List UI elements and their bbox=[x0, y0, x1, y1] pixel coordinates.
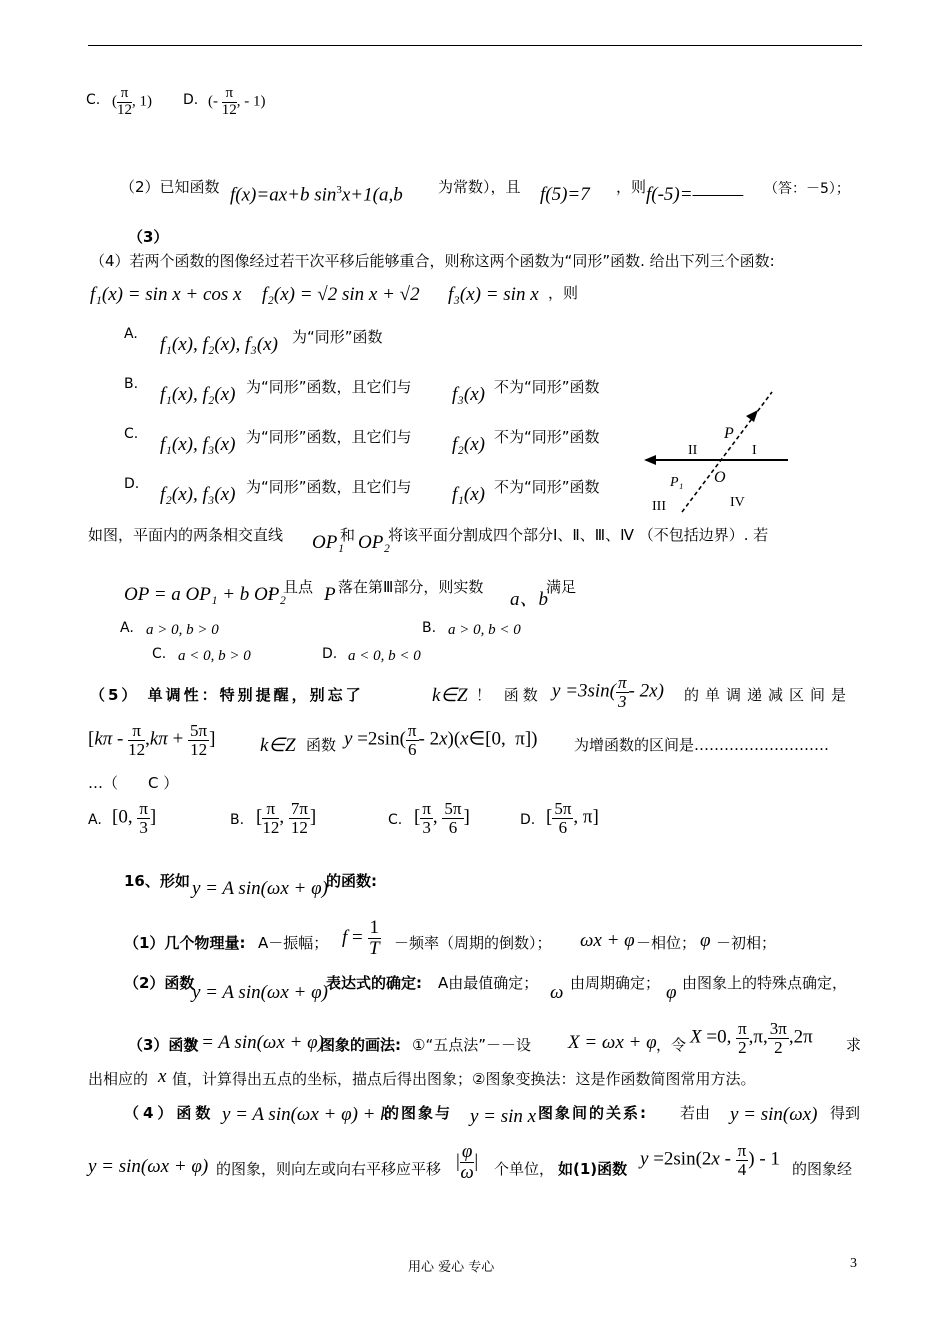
q4-option-d-text2: 不为“同形”函数 bbox=[494, 478, 600, 496]
choice-b-expr: a > 0, b < 0 bbox=[448, 622, 521, 638]
p4-expr2: y = sin x bbox=[470, 1106, 537, 1127]
arrow-up-icon bbox=[746, 410, 758, 422]
intersecting-lines-figure bbox=[636, 384, 800, 520]
label-region-1: I bbox=[752, 443, 757, 458]
q-figure-op2: OP₂ bbox=[358, 532, 390, 553]
q4-option-c-label: C. bbox=[124, 426, 139, 442]
q4-option-a-expr: f₁(x), f₂(x), f₃(x) bbox=[160, 334, 278, 355]
p4-text-e: 得到 bbox=[830, 1104, 861, 1122]
answer-c-label: C. bbox=[388, 812, 403, 828]
q5-interval: [kπ - $\frac{\pi}{12}$ ,kπ + $\frac{5\pi}{12}$ ] bbox=[88, 721, 216, 759]
p2-title-a: （2）函数 bbox=[124, 974, 195, 992]
q-figure-text-a: 如图，平面内的两条相交直线 bbox=[88, 526, 284, 544]
q4-option-b-text: 为“同形”函数，且它们与 bbox=[246, 378, 412, 396]
p1-phase-expr: ωx + φ bbox=[580, 930, 635, 951]
q4-f3: f₃(x) = sin x bbox=[448, 284, 539, 305]
q2-answer: （答：－5）； bbox=[764, 181, 850, 197]
p2-phi-rule: 由图象上的特殊点确定， bbox=[682, 974, 848, 992]
header-rule bbox=[88, 45, 862, 46]
section-16-title-a: 16、形如 bbox=[124, 872, 190, 890]
answer-b: [ $\frac{\pi}{12}$ , $\frac{7\pi}{12}$ ] bbox=[256, 799, 317, 837]
q4-option-c-text: 为“同形”函数，且它们与 bbox=[246, 428, 412, 446]
p3-line2-a: 出相应的 bbox=[88, 1070, 149, 1088]
p3-let: ，令 bbox=[656, 1036, 687, 1054]
label-region-2: II bbox=[688, 443, 698, 458]
q4-option-d-label: D. bbox=[124, 476, 140, 492]
p4-expr3: y = sin(ωx) bbox=[730, 1104, 818, 1125]
q-figure-point-p: P bbox=[324, 584, 336, 605]
arrow-left-icon bbox=[644, 455, 656, 465]
q-figure-vector-expr: OP = a OP₁ + b OP₂ bbox=[124, 584, 286, 605]
q4-option-d-text: 为“同形”函数，且它们与 bbox=[246, 478, 412, 496]
q4-f2: f₂(x) = √2 sin x + √2 bbox=[262, 284, 420, 305]
p4-expr: y = A sin(ωx + φ) + k bbox=[222, 1104, 389, 1125]
q4-option-a-text: 为“同形”函数 bbox=[292, 328, 383, 346]
q4-option-c-expr2: f₂(x) bbox=[452, 434, 485, 455]
label-o: O bbox=[714, 469, 726, 486]
section-16-title-b: 的函数: bbox=[326, 872, 377, 890]
p2-omega: ω bbox=[550, 982, 564, 1003]
q4-text: （4）若两个函数的图像经过若干次平移后能够重合，则称这两个函数为“同形”函数. 给出下列三个函数: bbox=[90, 252, 775, 270]
p1-frequency-expr: f = $\frac{1}{T}$ bbox=[342, 917, 380, 959]
answer-d-label: D. bbox=[520, 812, 536, 828]
p3-title-b: 图象的画法: bbox=[320, 1036, 401, 1054]
p4-l2-expr: y = sin(ωx + φ) bbox=[88, 1156, 209, 1177]
q-figure-ab: a、b bbox=[510, 589, 549, 610]
q5-k-in-z-2: k∈Z bbox=[260, 735, 296, 756]
option-d-expr: (- $\frac{\pi}{12}$ , - 1) bbox=[208, 85, 266, 118]
q2-function: f(x)=ax+b $\sin^3x+1(a,b$ bbox=[230, 184, 403, 206]
label-region-4: IV bbox=[730, 495, 745, 510]
q4-option-c-text2: 不为“同形”函数 bbox=[494, 428, 600, 446]
answer-a-label: A. bbox=[88, 812, 102, 828]
q5-function: y =3sin( $\frac{\pi}{3}$ - 2x) bbox=[552, 673, 664, 711]
q3-label: （3） bbox=[128, 228, 169, 246]
label-region-3: III bbox=[652, 499, 666, 514]
q-figure-text-c: ，且点 bbox=[268, 578, 314, 596]
p1-phi: φ bbox=[700, 930, 711, 951]
section-16-expr: y = A sin(ωx + φ) bbox=[192, 878, 328, 899]
p4-l2-text-b: 个单位， bbox=[494, 1160, 555, 1178]
choice-a-label: A. bbox=[120, 620, 134, 636]
q5-text-b: ！ 函数 bbox=[476, 686, 542, 704]
q2-then: ，则 bbox=[616, 178, 647, 196]
q4-option-b-label: B. bbox=[124, 376, 139, 392]
p2-amplitude-rule: A由最值确定； bbox=[438, 974, 539, 992]
p3-title-a: （3）函数 bbox=[128, 1036, 199, 1054]
q5-function-2: y =2sin( $\frac{\pi}{6}$ - 2x)(x∈[0, π]) bbox=[344, 721, 538, 759]
option-d-label: D. bbox=[183, 92, 199, 108]
q5-text-c: 的单调递减区间是 bbox=[684, 686, 853, 704]
q4-option-d-expr2: f₁(x) bbox=[452, 484, 485, 505]
p3-x: x bbox=[158, 1066, 167, 1087]
p4-title-c: 图象间的关系: bbox=[538, 1104, 648, 1122]
label-p: P bbox=[724, 425, 734, 442]
q4-option-b-text2: 不为“同形”函数 bbox=[494, 378, 600, 396]
p1-initial-phase: －初相； bbox=[716, 934, 777, 952]
choice-d-label: D. bbox=[322, 646, 338, 662]
q2-constants-text: 为常数），且 bbox=[438, 178, 521, 196]
choice-b-label: B. bbox=[422, 620, 437, 636]
choice-d-expr: a < 0, b < 0 bbox=[348, 648, 421, 664]
answer-d: [ $\frac{5\pi}{6}$ , π] bbox=[546, 799, 599, 837]
q2-f5: f(5)=7 bbox=[540, 184, 590, 205]
q4-option-c-expr: f₁(x), f₃(x) bbox=[160, 434, 236, 455]
q4-option-a-label: A. bbox=[124, 326, 138, 342]
answer-a: [0, $\frac{\pi}{3}$ ] bbox=[112, 799, 157, 837]
choice-c-expr: a < 0, b > 0 bbox=[178, 648, 251, 664]
q5-text-a: （5） 单调性：特别提醒，别忘了 bbox=[90, 686, 364, 704]
p2-omega-rule: 由周期确定； bbox=[570, 974, 661, 992]
p4-title-b: 的图象与 bbox=[384, 1104, 453, 1122]
q2-fm5: f(-5)=——— bbox=[646, 184, 744, 205]
p3-line2-b: 值，计算得出五点的坐标，描点后得出图象；②图象变换法：这是作函数简图常用方法。 bbox=[172, 1070, 756, 1088]
q4-f1: f₁(x) = sin x + cos x bbox=[90, 284, 242, 305]
q5-k-in-z: k∈Z bbox=[432, 685, 468, 706]
option-c-expr: ( $\frac{\pi}{12}$ , 1) bbox=[112, 85, 152, 118]
q-figure-text-b: 将该平面分割成四个部分Ⅰ、Ⅱ、Ⅲ、Ⅳ （不包括边界）. 若 bbox=[388, 526, 769, 544]
p4-l2-text-c: 如(1)函数 bbox=[558, 1160, 628, 1178]
q2-prefix: （2）已知函数 bbox=[120, 178, 220, 196]
p3-expr: y = A sin(ωx + φ) bbox=[188, 1032, 324, 1053]
choice-a-expr: a > 0, b > 0 bbox=[146, 622, 219, 638]
q-figure-text-e: 满足 bbox=[546, 578, 577, 596]
label-p1: P₁ bbox=[670, 475, 684, 490]
answer-b-label: B. bbox=[230, 812, 245, 828]
q-figure-and: 和 bbox=[340, 526, 356, 544]
q4-option-d-expr: f₂(x), f₃(x) bbox=[160, 484, 236, 505]
p1-frequency-text: －频率（周期的倒数）； bbox=[394, 934, 552, 952]
q5-func-label: 函数 bbox=[306, 736, 337, 754]
p4-title-a: （4）函数 bbox=[124, 1104, 215, 1122]
q5-text-d: 为增函数的区间是……………………… bbox=[574, 736, 830, 754]
p4-l2-expr2: y =2sin(2x - $\frac{\pi}{4}$ ) - 1 bbox=[640, 1141, 780, 1179]
q-figure-text-d: 落在第Ⅲ部分，则实数 bbox=[338, 578, 484, 596]
p3-solve: 求 bbox=[846, 1036, 862, 1054]
q4-option-b-expr2: f₃(x) bbox=[452, 384, 485, 405]
p1-amplitude: A－振幅； bbox=[258, 934, 329, 952]
footer-motto: 用心 爱心 专心 bbox=[408, 1260, 495, 1275]
p3-X-values: X =0, $\frac{\pi}{2}$ ,π, $\frac{3\pi}{2}$ ,2π bbox=[690, 1019, 813, 1057]
p2-expr: y = A sin(ωx + φ) bbox=[192, 982, 328, 1003]
q4-option-b-expr: f₁(x), f₂(x) bbox=[160, 384, 236, 405]
choice-c-label: C. bbox=[152, 646, 167, 662]
q4-then: ，则 bbox=[548, 284, 579, 302]
option-c-label: C. bbox=[86, 92, 101, 108]
page-number: 3 bbox=[850, 1256, 857, 1271]
answer-c: [ $\frac{\pi}{3}$ , $\frac{5\pi}{6}$ ] bbox=[414, 799, 470, 837]
p4-text-d: 若由 bbox=[680, 1104, 711, 1122]
p4-l2-text-d: 的图象经 bbox=[792, 1160, 853, 1178]
p1-title: （1）几个物理量: bbox=[124, 934, 246, 952]
p4-l2-abs: | $\frac{\varphi}{\omega}$ | bbox=[456, 1141, 479, 1183]
p2-phi: φ bbox=[666, 982, 677, 1003]
p4-l2-text-a: 的图象，则向左或向右平移应平移 bbox=[216, 1160, 442, 1178]
p3-X: X = ωx + φ bbox=[568, 1032, 657, 1053]
q5-answer: …（ C ） bbox=[88, 774, 179, 792]
p1-phase-text: －相位； bbox=[636, 934, 697, 952]
p2-title-b: 表达式的确定: bbox=[326, 974, 422, 992]
q-figure-op1: OP₁ bbox=[312, 532, 344, 553]
p3-five-point: ①“五点法”－－设 bbox=[412, 1036, 531, 1054]
